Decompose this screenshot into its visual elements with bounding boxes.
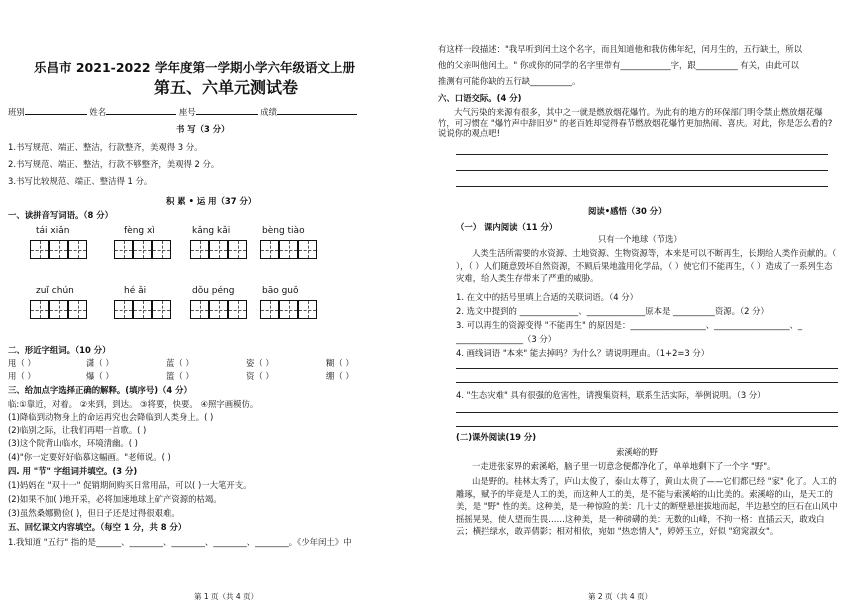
word-box-3[interactable] xyxy=(190,240,247,259)
pinyin-4: bèng tiào xyxy=(262,226,305,236)
left-page xyxy=(4,0,426,607)
page-number: 第 1 页（共 4 页） xyxy=(194,592,259,601)
answer-line[interactable] xyxy=(456,186,828,187)
q6-heading: 六、口语交际。(4 分) xyxy=(438,93,522,103)
q5-item-1: 1.我知道 "五行" 指的是______、________、________、________、________。《少年闰土》中 xyxy=(8,537,352,547)
word-box-4[interactable] xyxy=(260,240,317,259)
pinyin-3: kǎng kǎi xyxy=(192,226,231,236)
score-field[interactable] xyxy=(277,106,357,115)
q2-item: 姿（ ） xyxy=(246,358,274,368)
q2-item: 资（ ） xyxy=(246,371,274,381)
writing-item-3: 3.书写比较规范、端正、整洁得 1 分。 xyxy=(8,176,153,186)
q4-item-2: (2)如果不加( )地开采，必将加速地球上矿产资源的枯竭。 xyxy=(8,494,222,504)
part2-title: 索溪峪的野 xyxy=(616,447,658,457)
pinyin-2: fèng xì xyxy=(124,226,155,236)
q4-item-3: (3)虽然桑娜勤俭( )，但日子还是过得很艰难。 xyxy=(8,508,180,518)
exam-title: 乐昌市 2021-2022 学年度第一学期小学六年级语文上册 xyxy=(34,60,355,75)
pinyin-1: tái xiǎn xyxy=(36,226,70,236)
exam-subtitle: 第五、六单元测试卷 xyxy=(154,78,299,97)
writing-heading: 书 写（3 分） xyxy=(176,124,230,134)
q2-item: 绷（ ） xyxy=(326,371,354,381)
part2-paragraph-1: 一走进张家界的索溪峪，脑子里一切意念便都净化了，单单地剩下了一个字 "野"。 xyxy=(472,461,776,471)
right-page xyxy=(438,0,856,607)
pinyin-8: bāo guǒ xyxy=(262,286,299,296)
q2-row-2 xyxy=(8,371,354,382)
writing-item-1: 1.书写规范、端正、整洁，行款整齐，美观得 3 分。 xyxy=(8,142,203,152)
reading-q4: 4. 画线词语 "本来" 能去掉吗？为什么？请说明理由。（1+2=3 分） xyxy=(456,348,710,358)
answer-line[interactable] xyxy=(456,154,828,155)
name-field[interactable] xyxy=(106,106,176,115)
score-label: 成绩 xyxy=(260,107,278,117)
q2-heading: 二、形近字组词。（10 分） xyxy=(8,345,111,355)
reading-part2-heading: (二)课外阅读(19 分) xyxy=(456,432,537,442)
word-box-1[interactable] xyxy=(30,240,87,259)
q2-item: 蓝（ ） xyxy=(166,358,194,368)
word-box-5[interactable] xyxy=(30,300,87,319)
name-label: 姓名 xyxy=(89,107,107,117)
reading-q2: 2. 选文中提到的 ______________、______________原本是 __________资源。（2 分） xyxy=(456,306,769,316)
word-box-6[interactable] xyxy=(114,300,171,319)
word-box-2[interactable] xyxy=(114,240,171,259)
reading-q1: 1. 在文中的括号里填上合适的关联词语。（4 分） xyxy=(456,292,638,302)
part2-paragraph-2: 山是野的。桂林太秀了，庐山太俊了，泰山太尊了，黄山太贵了——它们都已经 "家" 化了。人工的雕琢，赋予的毕竟是人工的美，而这种人工的美，是不能与索溪峪的山比美的。索溪峪的山，是天工的美，是 "野" 性的美。这种美，是一种惊险的美：几十丈的断壁悬崖拔地而起，半边悬空的巨石在山风中摇摇晃晃，使人望而生畏……这种美，是一种磅礴的美：无数的山峰，不拘一格：直插云天，敢戏白云；横拦绿水，敢弄倩影；相对相依，宛如 "热恋情人"，婷婷玉立，好似 "窈窕淑女"。 xyxy=(456,476,838,537)
section1-heading: 积 累 • 运 用（37 分） xyxy=(166,196,257,206)
passage-title: 只有一个地球（节选） xyxy=(598,234,682,244)
reading-q3: 3. 可以再生的资源变得 "不能再生" 的原因是：__________________、__________________、_ xyxy=(456,320,803,330)
top-line-3: 推测有可能你缺的五行缺__________。 xyxy=(438,76,581,86)
q6-paragraph: 大气污染的来源有很多，其中之一就是燃放烟花爆竹。为此有的地方的环保部门明令禁止燃放烟花爆竹，可习惯在 "爆竹声中辞旧岁" 的老百姓却觉得春节燃放烟花爆竹更加热闹、喜庆。对此，你是怎么看的?说说你的观点吧! xyxy=(438,107,833,138)
seat-field[interactable] xyxy=(196,106,258,115)
seat-label: 座号 xyxy=(178,107,196,117)
passage-text: 人类生活所需要的水资源、土地资源、生物资源等，本来是可以不断再生，长期给人类作贡献的。（ ），（ ）人们随意毁坏自然资源，不顾后果地滥用化学品，（ ）使它们不能再生，（ ）造成了一系列生态灾难，给人类生存带来了严重的威胁。 xyxy=(456,248,837,284)
answer-line[interactable] xyxy=(456,412,838,413)
q2-item: 甩（ ） xyxy=(8,358,36,368)
answer-line[interactable] xyxy=(456,368,838,369)
top-line-2: 他的父亲叫他闰土。" 你或你的同学的名字里带有____________字，跟__________ 有关，由此可以 xyxy=(438,60,799,70)
class-field[interactable] xyxy=(25,106,87,115)
reading-q5: 4. "生态灾难" 具有很强的危害性，请搜集资料，联系生活实际，举例说明。（3 分） xyxy=(456,390,766,400)
q2-item: 糊（ ） xyxy=(326,358,354,368)
q3-item-2: (2)临别之际，让我们再唱一首歌。( ) xyxy=(8,425,147,435)
pinyin-5: zuǐ chún xyxy=(36,286,74,296)
reading-q3-cont: ________________（3 分） xyxy=(456,334,557,344)
q4-item-1: (1)妈妈在 "双十一" 促销期间购买日常用品，可以( )一大笔开支。 xyxy=(8,480,252,490)
reading-part1-heading: （一） 课内阅读（11 分） xyxy=(456,222,558,232)
word-box-8[interactable] xyxy=(260,300,317,319)
q2-item: 用（ ） xyxy=(8,371,36,381)
pinyin-6: hé ǎi xyxy=(124,286,147,296)
word-box-7[interactable] xyxy=(190,300,247,319)
q5-heading: 五、回忆课文内容填空。（每空 1 分，共 8 分） xyxy=(8,522,187,532)
answer-line[interactable] xyxy=(456,382,838,383)
q2-item: 篮（ ） xyxy=(166,371,194,381)
q3-item-4: (4)"你一定要好好临慕这幅画。"老师说。( ) xyxy=(8,452,171,462)
class-label: 班别 xyxy=(8,107,25,117)
q1-heading: 一、读拼音写词语。（8 分） xyxy=(8,210,114,220)
reading-heading: 阅读•感悟（30 分） xyxy=(588,206,667,216)
page-number: 第 2 页（共 4 页） xyxy=(588,592,653,601)
q3-options: 临:①靠近，对着。 ②来到，到达。 ③将要，快要。 ④照字画模仿。 xyxy=(8,399,259,409)
q2-item: 潇（ ） xyxy=(86,358,114,368)
q4-heading: 四. 用 "节" 字组词并填空。(3 分) xyxy=(8,466,138,476)
writing-item-2: 2.书写规范、端正、整洁，行款不够整齐，美观得 2 分。 xyxy=(8,159,220,169)
q3-item-1: (1)降临到动物身上的命运再究也会降临到人类身上。( ) xyxy=(8,412,214,422)
top-line-1: 有这样一段描述："我早听到闰土这个名字，而且知道他和我仿佛年纪，闰月生的，五行缺土，所以 xyxy=(438,44,802,54)
q3-item-3: (3)这个院背山临水，环境清幽。( ) xyxy=(8,438,138,448)
q2-row-1 xyxy=(8,358,354,369)
q3-heading: 三、给加点字选择正确的解释。(填序号)（4 分） xyxy=(8,385,192,395)
pinyin-7: dǒu péng xyxy=(192,286,235,296)
q2-item: 爆（ ） xyxy=(86,371,114,381)
answer-line[interactable] xyxy=(456,170,828,171)
answer-line[interactable] xyxy=(456,426,838,427)
student-info-row xyxy=(8,106,357,118)
